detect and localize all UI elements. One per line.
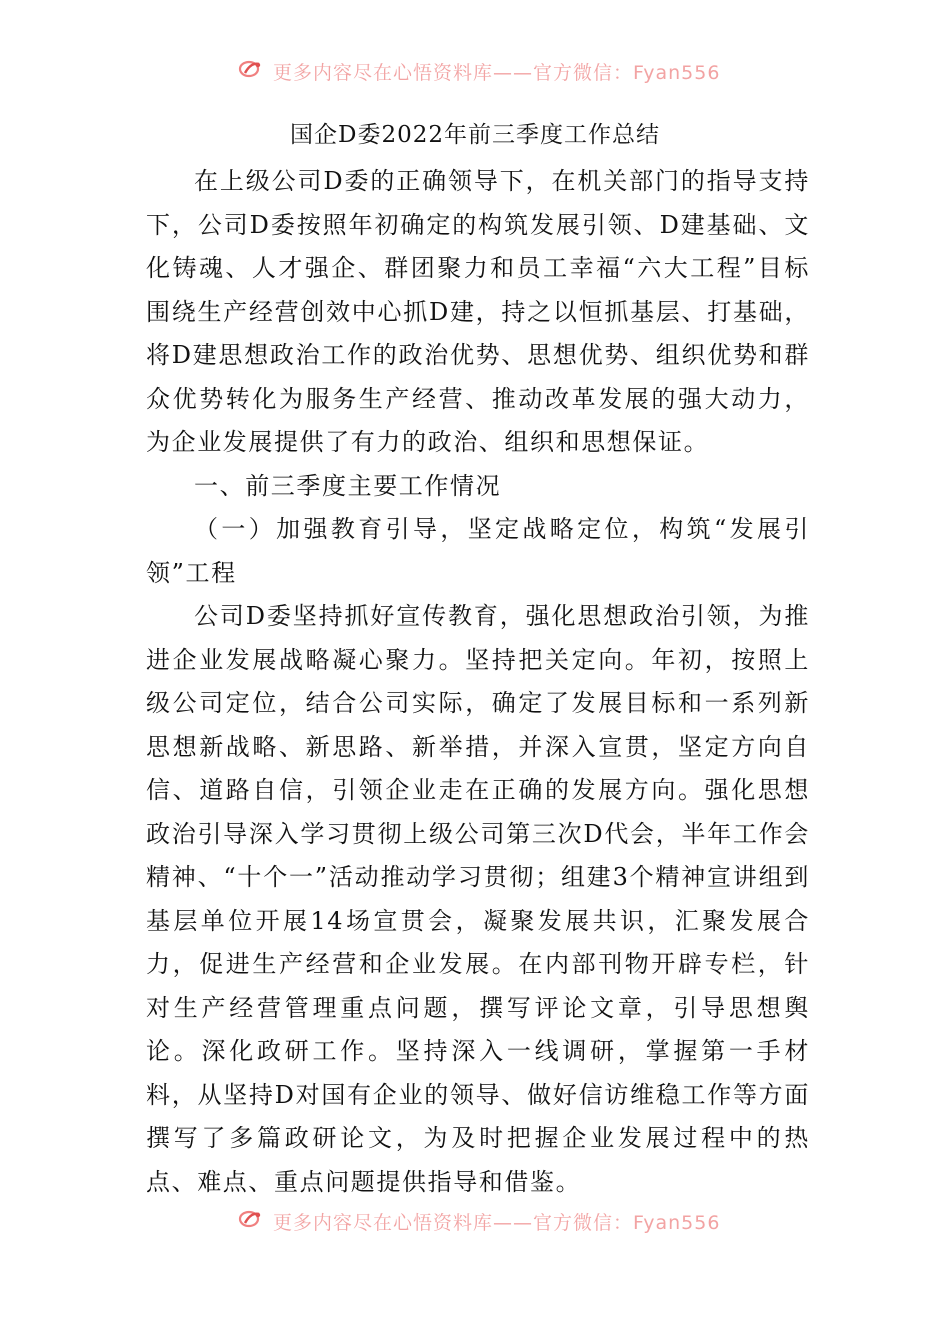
document-title: 国企D委2022年前三季度工作总结 (290, 122, 660, 148)
footer-watermark (0, 1208, 950, 1236)
watermark-logo-icon (238, 1208, 264, 1236)
header-watermark (0, 58, 950, 86)
intro-paragraph: 在上级公司D委的正确领导下，在机关部门的指导支持下，公司D委按照年初确定的构筑发展引领、D建基础、文化铸魂、人才强企、群团聚力和员工幸福“六大工程”目标围绕生产经营创效中心抓D建，持之以恒抓基层、打基础，将D建思想政治工作的政治优势、思想优势、组织优势和群众优势转化为服务生产经营、推动改革发展的强大动力，为企业发展提供了有力的政治、组织和思想保证。 (146, 167, 810, 456)
subsection-heading: （一）加强教育引导，坚定战略定位，构筑“发展引领”工程 (146, 515, 810, 587)
section-heading: 一、前三季度主要工作情况 (194, 472, 502, 500)
watermark-logo-icon (238, 58, 264, 86)
subsection-body-paragraph: 公司D委坚持抓好宣传教育，强化思想政治引领，为推进企业发展战略凝心聚力。坚持把关定向。年初，按照上级公司定位，结合公司实际，确定了发展目标和一系列新思想新战略、新思路、新举措，并深入宣贯，坚定方向自信、道路自信，引领企业走在正确的发展方向。强化思想政治引导深入学习贯彻上级公司第三次D代会，半年工作会精神、“十个一”活动推动学习贯彻；组建3个精神宣讲组到基层单位开展14场宣贯会，凝聚发展共识，汇聚发展合力，促进生产经营和企业发展。在内部刊物开辟专栏，针对生产经营管理重点问题，撰写评论文章，引导思想舆论。深化政研工作。坚持深入一线调研，掌握第一手材料，从坚持D对国有企业的领导、做好信访维稳工作等方面撰写了多篇政研论文，为及时把握企业发展过程中的热点、难点、重点问题提供指导和借鉴。 (146, 602, 810, 1196)
watermark-text: 更多内容尽在心悟资料库——官方微信：Fyan556 (273, 62, 721, 84)
watermark-text: 更多内容尽在心悟资料库——官方微信：Fyan556 (273, 1212, 721, 1234)
